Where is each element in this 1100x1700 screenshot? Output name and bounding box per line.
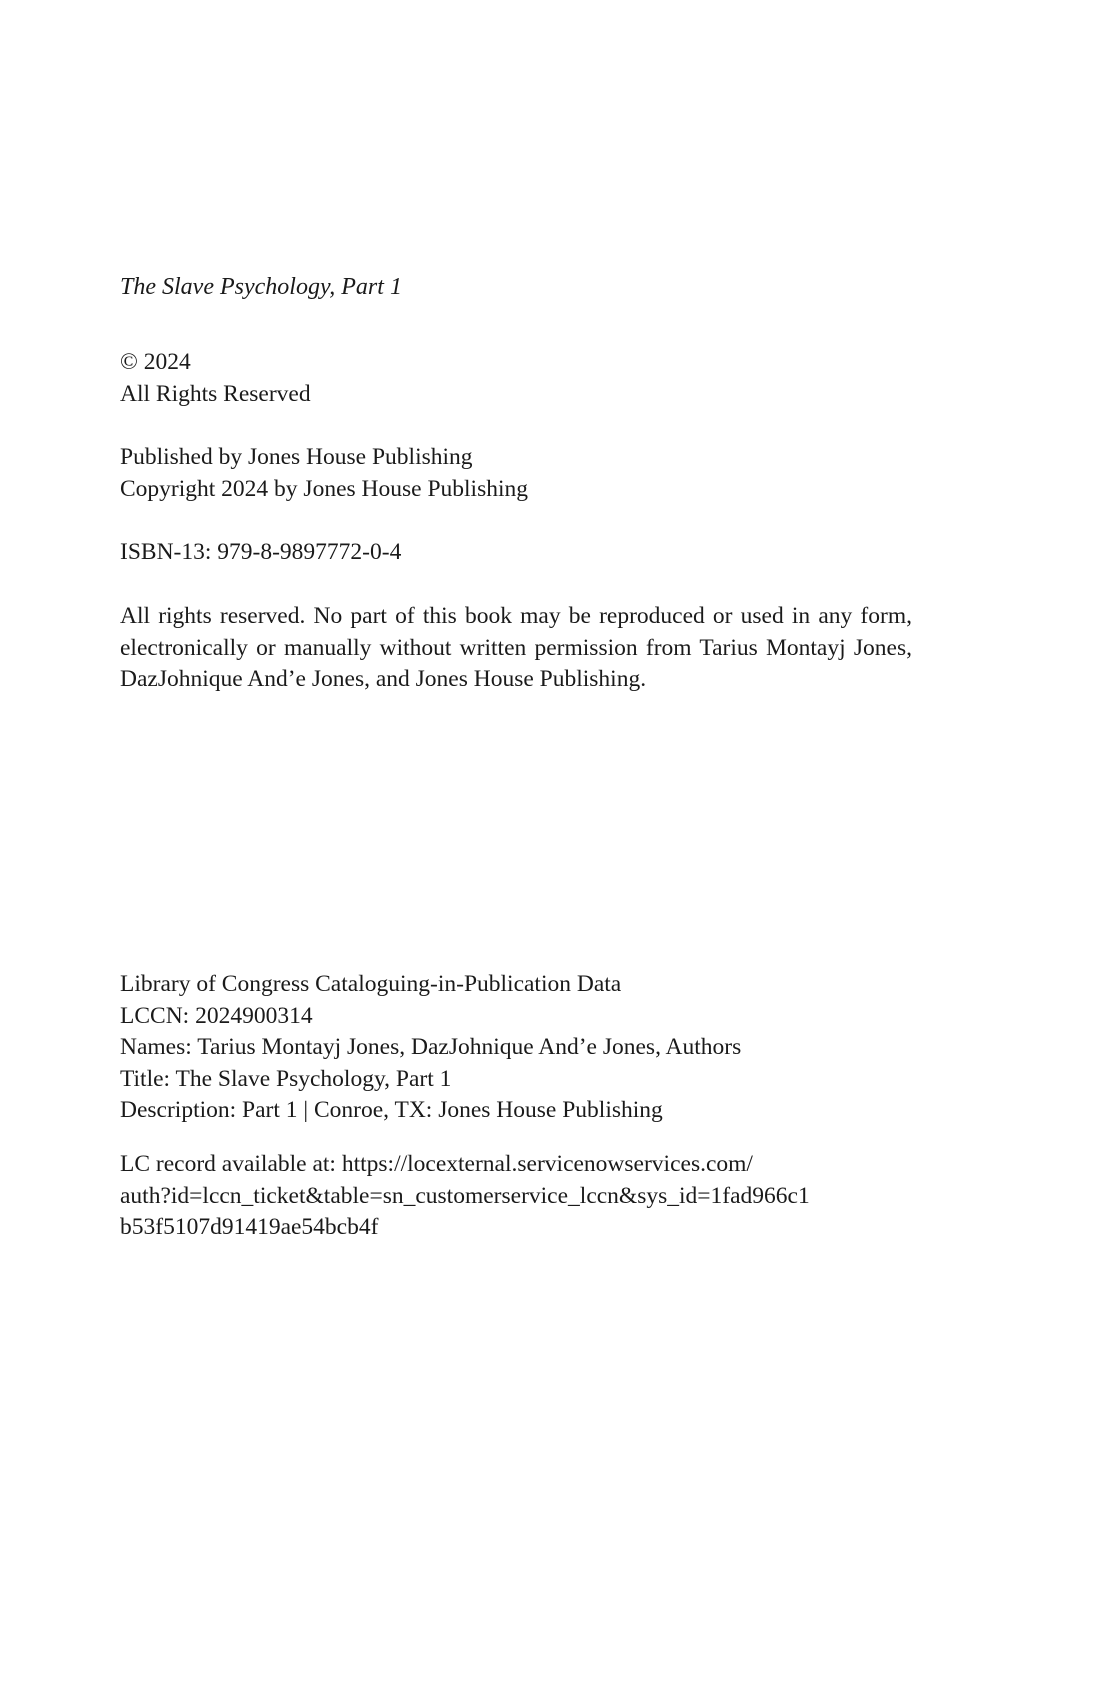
- cip-heading: Library of Congress Cataloguing-in-Publication Data: [120, 971, 622, 997]
- lc-record-line-1: LC record available at: https://locexternal.servicenowservices.com/: [120, 1151, 753, 1177]
- rights-reserved: All Rights Reserved: [120, 380, 311, 407]
- isbn-block: [120, 537, 401, 569]
- cip-block: [120, 969, 741, 1127]
- cip-description: Description: Part 1 | Conroe, TX: Jones House Publishing: [120, 1097, 663, 1123]
- lccn: LCCN: 2024900314: [120, 1002, 313, 1029]
- copyright-block: [120, 347, 311, 410]
- copyright-line: Copyright 2024 by Jones House Publishing: [120, 475, 529, 502]
- cip-title: Title: The Slave Psychology, Part 1: [120, 1065, 452, 1092]
- published-by: Published by Jones House Publishing: [120, 444, 473, 470]
- book-title: The Slave Psychology, Part 1: [120, 274, 402, 300]
- rights-notice: All rights reserved. No part of this book may be reproduced or used in any form, electronically or manually without written permission from Tarius Montayj Jones, DazJohnique And’e Jones, and Jones House Publishing.: [120, 603, 912, 692]
- lc-record-block: [120, 1149, 810, 1244]
- isbn: ISBN-13: 979-8-9897772-0-4: [120, 539, 402, 565]
- publisher-block: [120, 442, 528, 505]
- copyright-year: © 2024: [120, 349, 191, 375]
- lc-record-line-3: b53f5107d91419ae54bcb4f: [120, 1214, 379, 1240]
- cip-names: Names: Tarius Montayj Jones, DazJohnique And’e Jones, Authors: [120, 1034, 742, 1060]
- lc-record-line-2: auth?id=lccn_ticket&table=sn_customerservice_lccn&sys_id=1fad966c1: [120, 1182, 810, 1209]
